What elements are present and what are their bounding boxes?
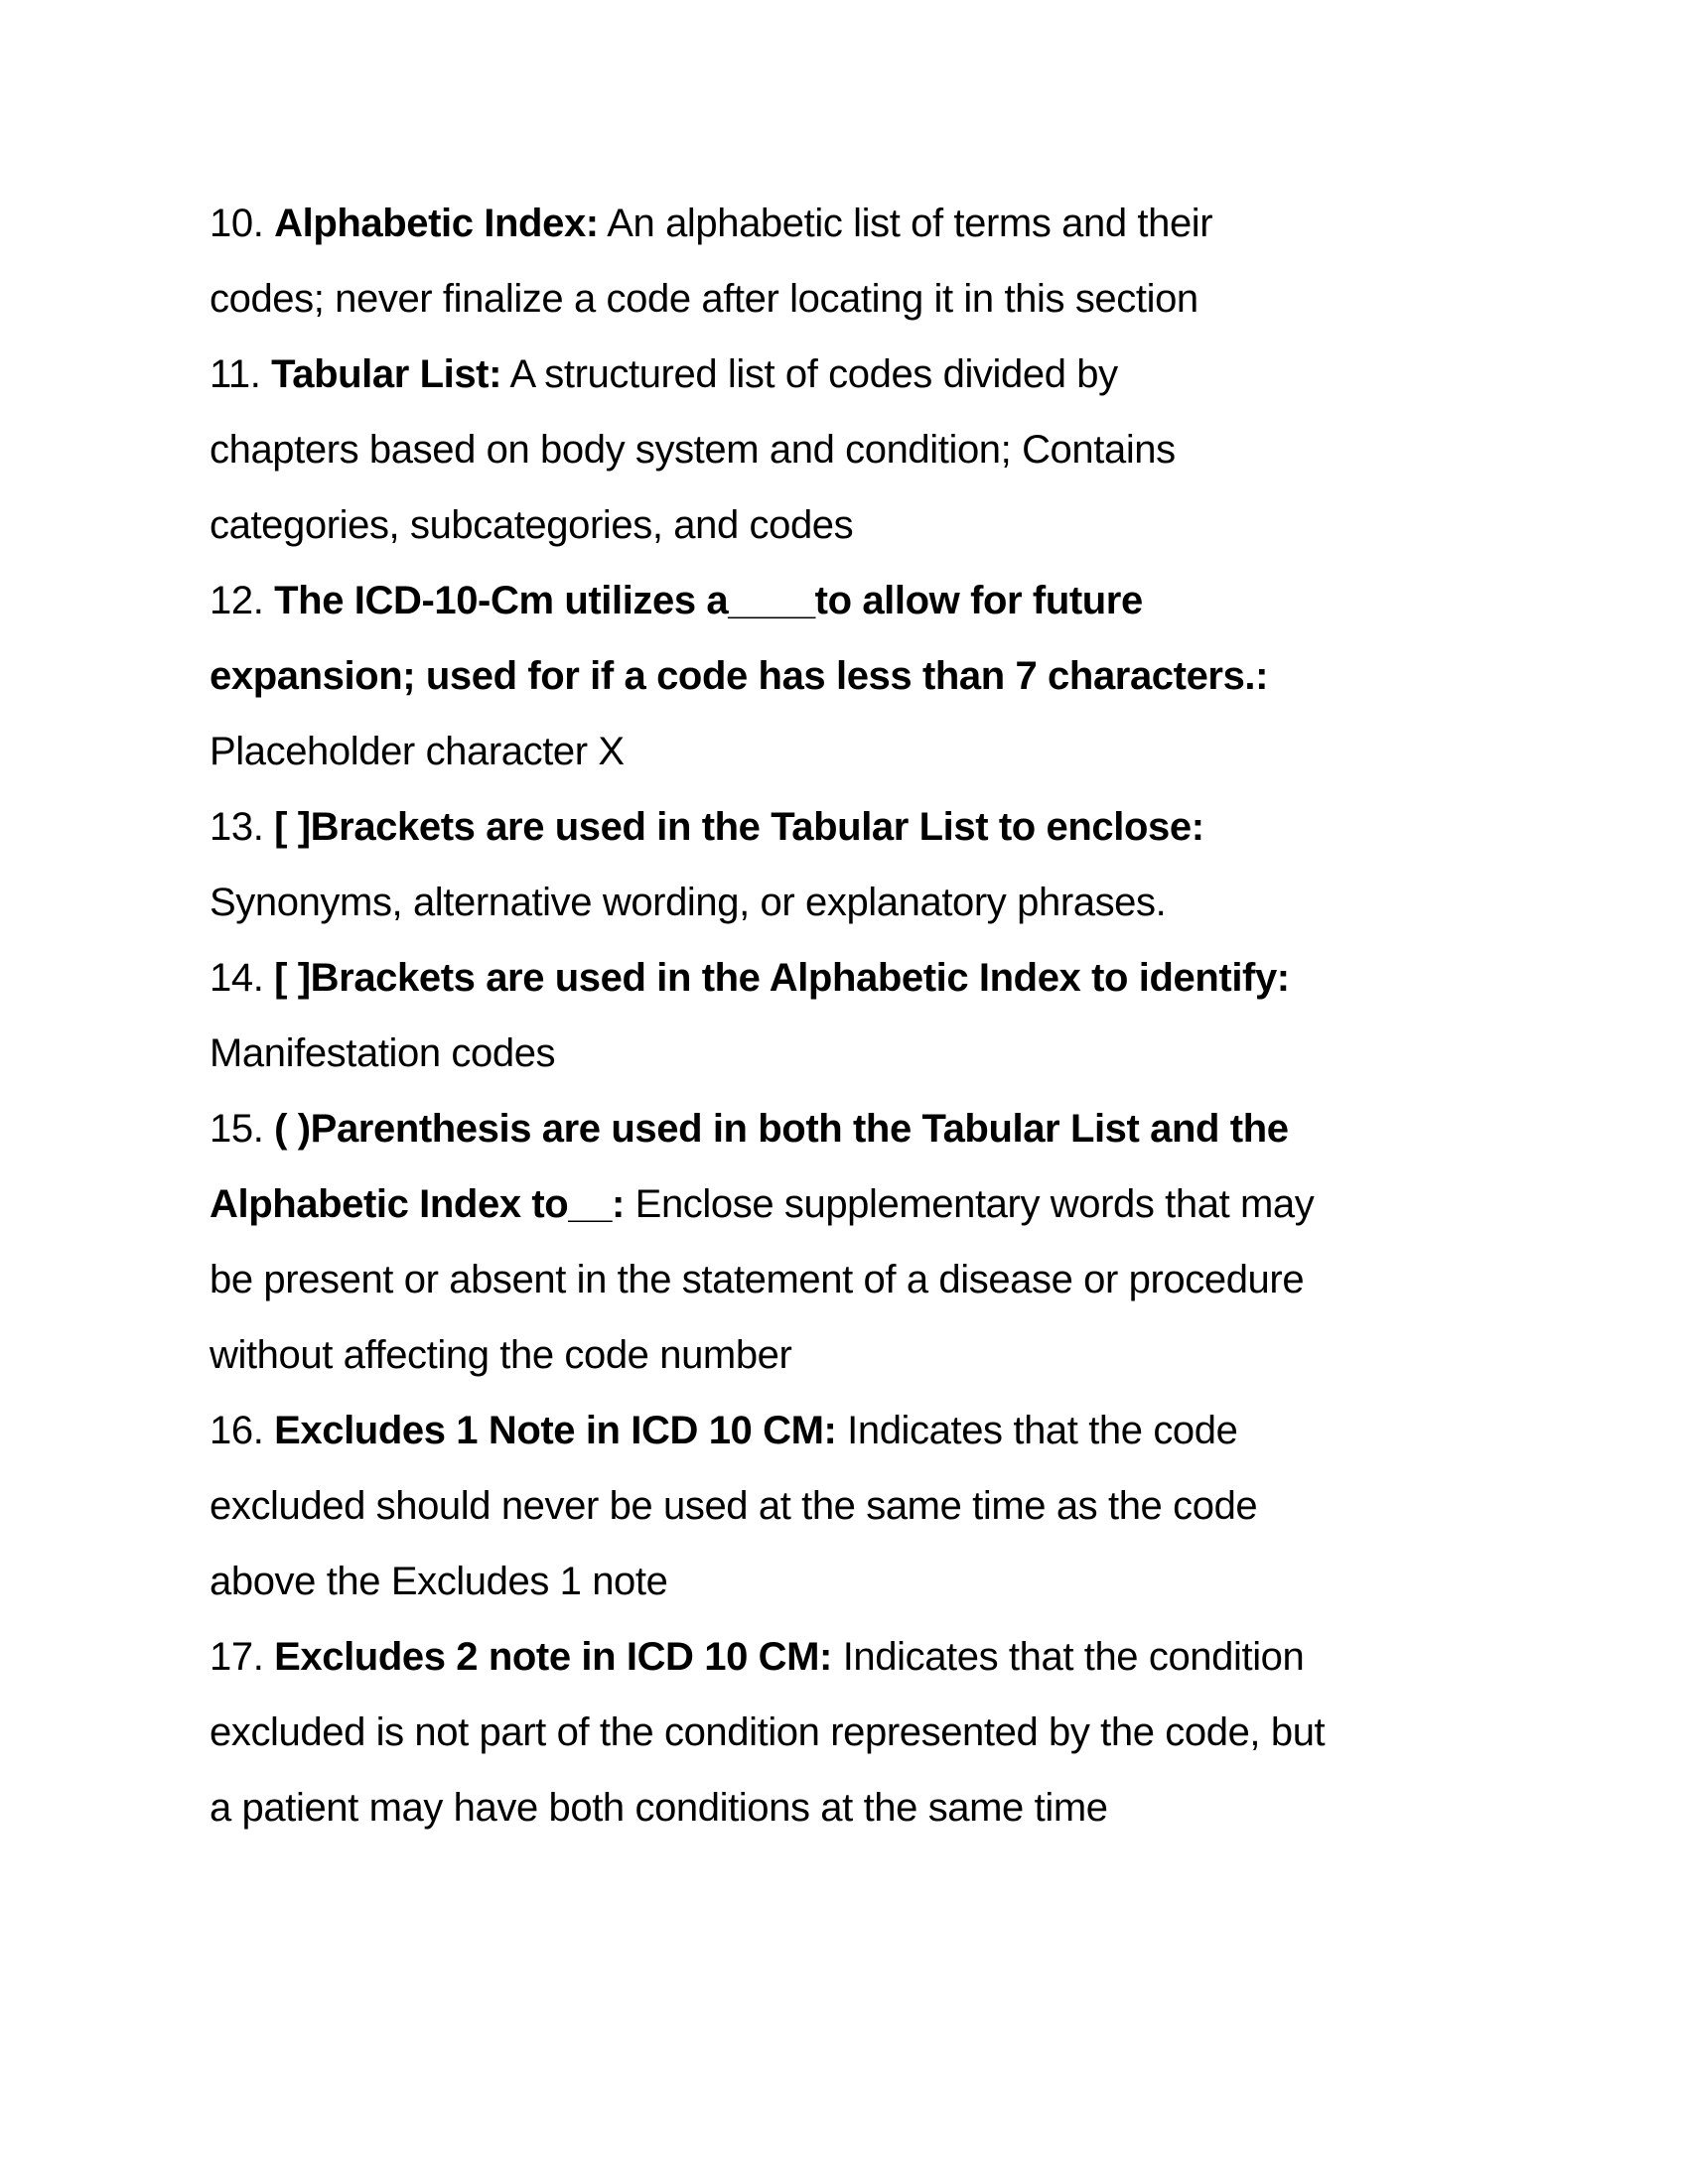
text-segment: a patient may have both conditions at the same time [210, 1786, 1108, 1830]
text-line [210, 1695, 1325, 1770]
text-segment: 12. [210, 579, 275, 622]
text-segment: chapters based on body system and condition; Contains [210, 428, 1176, 472]
bold-term: expansion; used for if a code has less than 7 characters.: [210, 654, 1269, 698]
text-line [210, 714, 1325, 789]
bold-term: The ICD-10-Cm utilizes a____to allow for future [274, 579, 1143, 622]
text-segment: 13. [210, 805, 275, 849]
bold-term: ( )Parenthesis are used in both the Tabular List and the [274, 1107, 1289, 1151]
text-line [210, 638, 1325, 714]
text-line [210, 1544, 1325, 1619]
text-line [210, 337, 1325, 412]
text-line [210, 563, 1325, 638]
text-segment: 16. [210, 1409, 275, 1452]
bold-term: [ ]Brackets are used in the Alphabetic Index to identify: [274, 956, 1290, 1000]
text-segment: Placeholder character X [210, 730, 625, 773]
text-line [210, 865, 1325, 940]
text-line [210, 261, 1325, 337]
text-line [210, 487, 1325, 563]
text-segment: above the Excludes 1 note [210, 1560, 668, 1603]
text-line [210, 1468, 1325, 1544]
text-segment: without affecting the code number [210, 1333, 792, 1377]
text-segment: be present or absent in the statement of a disease or procedure [210, 1258, 1305, 1301]
text-segment: categories, subcategories, and codes [210, 503, 854, 547]
text-segment: Enclose supplementary words that may [624, 1182, 1315, 1226]
bold-term: Excludes 1 Note in ICD 10 CM: [274, 1409, 837, 1452]
bold-term: Excludes 2 note in ICD 10 CM: [274, 1635, 832, 1679]
text-segment: excluded is not part of the condition represented by the code, but [210, 1710, 1326, 1754]
text-line [210, 186, 1325, 261]
text-segment: 17. [210, 1635, 275, 1679]
text-segment: Manifestation codes [210, 1031, 556, 1075]
text-segment: codes; never finalize a code after locating it in this section [210, 277, 1198, 321]
text-segment: A structured list of codes divided by [501, 352, 1118, 396]
text-segment: 14. [210, 956, 275, 1000]
text-line [210, 940, 1325, 1016]
text-line [210, 1317, 1325, 1393]
text-line [210, 789, 1325, 865]
text-segment: An alphabetic list of terms and their [598, 202, 1213, 245]
text-segment: 10. [210, 202, 275, 245]
text-line [210, 412, 1325, 487]
text-segment: excluded should never be used at the same time as the code [210, 1484, 1258, 1528]
bold-term: Alphabetic Index to__: [210, 1182, 625, 1226]
text-line [210, 1016, 1325, 1091]
bold-term: Tabular List: [271, 352, 502, 396]
text-line [210, 1166, 1325, 1242]
text-segment: 11. [210, 352, 272, 396]
text-segment: Indicates that the condition [831, 1635, 1305, 1679]
text-line [210, 1770, 1325, 1845]
bold-term: [ ]Brackets are used in the Tabular List to enclose: [274, 805, 1204, 849]
text-line [210, 1393, 1325, 1468]
bold-term: Alphabetic Index: [274, 202, 599, 245]
text-segment: Synonyms, alternative wording, or explanatory phrases. [210, 881, 1167, 924]
text-line [210, 1091, 1325, 1166]
text-line [210, 1242, 1325, 1317]
text-segment: 15. [210, 1107, 275, 1151]
document-body [210, 186, 1325, 1845]
text-segment: Indicates that the code [836, 1409, 1238, 1452]
text-line [210, 1619, 1325, 1695]
